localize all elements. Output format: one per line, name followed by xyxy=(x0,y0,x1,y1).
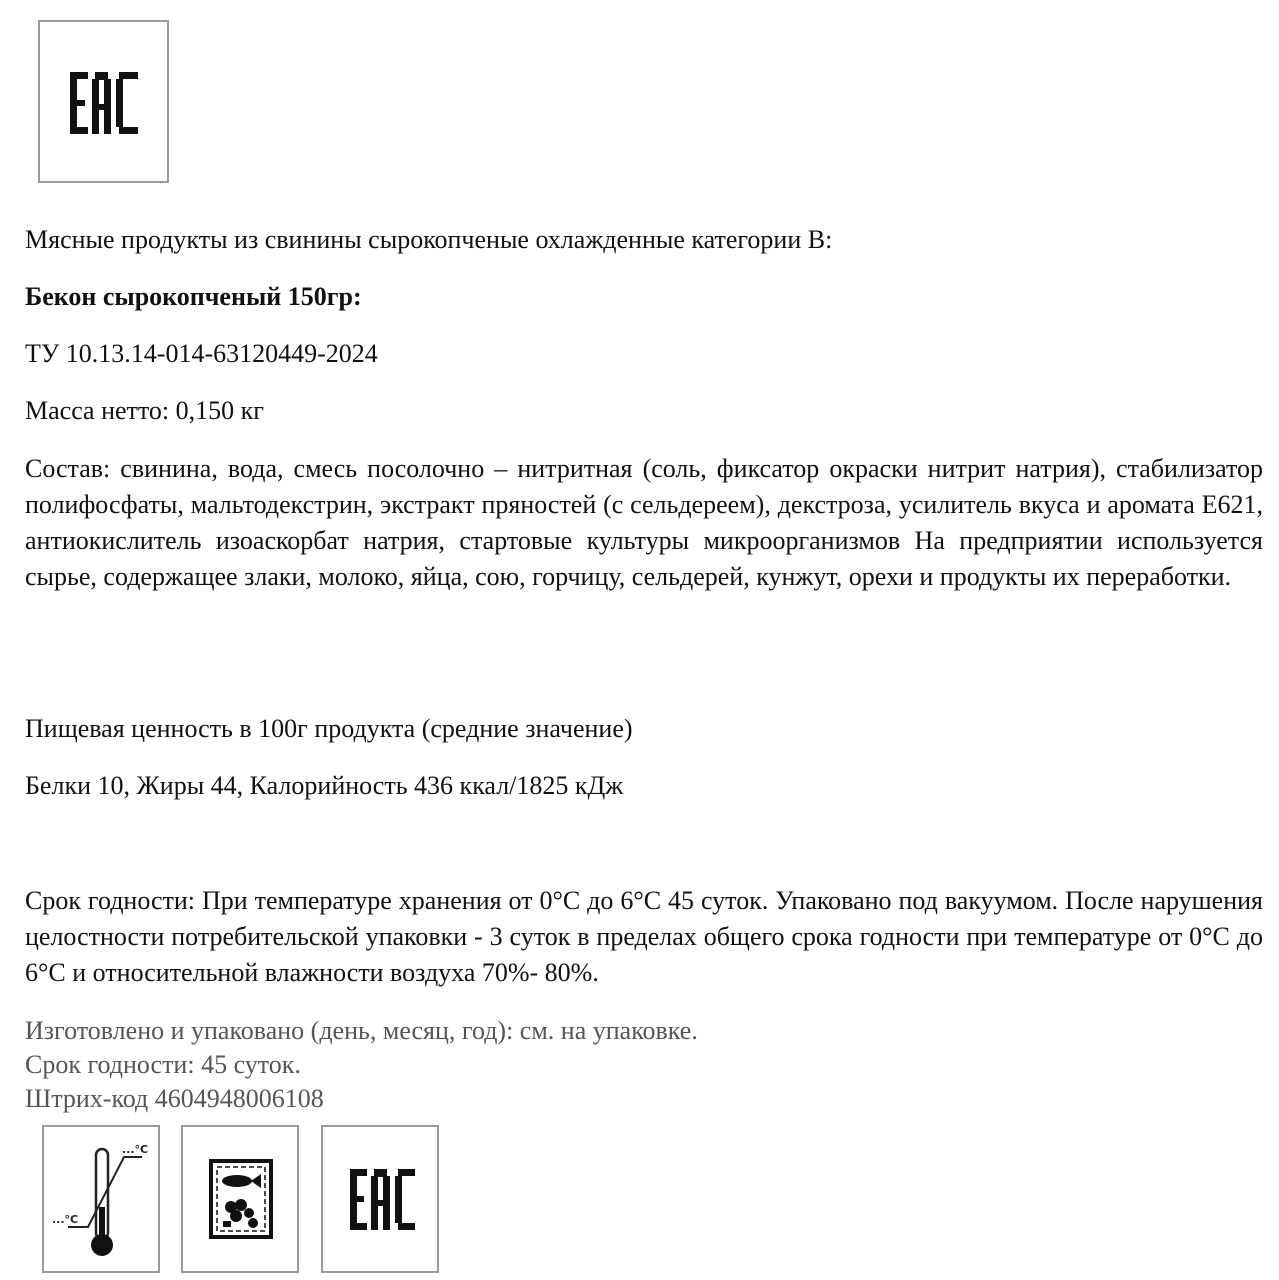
eac-logo-bottom xyxy=(321,1125,439,1273)
thermometer-box xyxy=(42,1125,160,1273)
eac-logo-top xyxy=(38,20,169,183)
manufactured-date-note: Изготовлено и упаковано (день, месяц, год): см. на упаковке. xyxy=(25,1016,698,1045)
lower-temp-label: ...°C xyxy=(52,1213,79,1226)
product-name: Бекон сырокопченый 150гр: xyxy=(25,282,362,311)
eac-mark-icon xyxy=(40,22,167,181)
eac-mark-icon xyxy=(323,1127,437,1271)
shelf-life-note: Срок годности: 45 суток. xyxy=(25,1050,301,1079)
barcode-number: Штрих-код 4604948006108 xyxy=(25,1084,324,1113)
food-contact-box xyxy=(181,1125,299,1273)
upper-temp-label: ...°C xyxy=(122,1143,149,1156)
composition: Состав: свинина, вода, смесь посолочно – нитритная (соль, фиксатор окраски нитрит натрия), стабилизатор полифосфаты, мальтодекстрин, экстракт пряностей (с сельдереем), декстроза, усилитель вкуса и аромата Е621, антиокислитель изоаскорбат натрия, стартовые культуры микроорганизмов На предприятии используется сырье, содержащее злаки, молоко, яйца, сою, горчицу, сельдерей, кунжут, орехи и продукты их переработки. xyxy=(25,454,1263,591)
storage-conditions: Срок годности: При температуре хранения от 0°С до 6°С 45 суток. Упаковано под вакуумом. После нарушения целостности потребительской упаковки - 3 суток в пределах общего срока годности при температуре от 0°С до 6°С и относительной влажности воздуха 70%- 80%. xyxy=(25,886,1263,987)
storage-temperature-icon xyxy=(44,1127,158,1271)
standard-code: ТУ 10.13.14-014-63120449-2024 xyxy=(25,339,378,368)
nutrition-title: Пищевая ценность в 100г продукта (средние значение) xyxy=(25,714,633,743)
net-weight: Масса нетто: 0,150 кг xyxy=(25,396,264,425)
food-contact-icon xyxy=(183,1127,297,1271)
nutrition-values: Белки 10, Жиры 44, Калорийность 436 ккал/1825 кДж xyxy=(25,771,624,800)
category-line: Мясные продукты из свинины сырокопченые охлажденные категории В: xyxy=(25,225,833,254)
